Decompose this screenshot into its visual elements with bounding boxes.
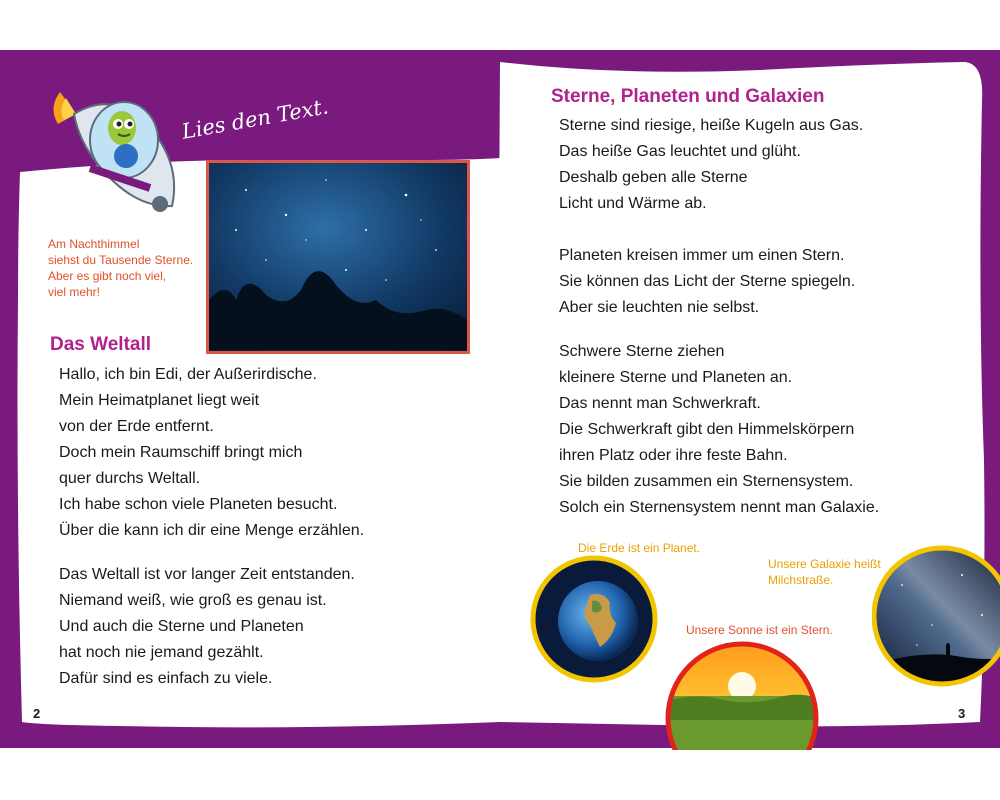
photo-caption-line: Aber es gibt noch viel, [48, 269, 167, 283]
text-line: Schwere Sterne ziehen [559, 343, 725, 360]
earth-caption: Die Erde ist ein Planet. [578, 541, 701, 555]
galaxy-caption-line: Milchstraße. [768, 573, 834, 587]
left-page-text [59, 362, 364, 692]
text-line: Deshalb geben alle Sterne [559, 169, 748, 186]
alien-rocket-illustration [40, 78, 190, 218]
photo-caption-line: siehst du Tausende Sterne. [48, 253, 194, 267]
text-line: quer durchs Weltall. [59, 470, 201, 487]
text-line: Solch ein Sternensystem nennt man Galaxie. [559, 499, 880, 516]
night-sky-photo [206, 160, 470, 354]
text-line: kleinere Sterne und Planeten an. [559, 369, 793, 386]
text-line: Über die kann ich dir eine Menge erzählen. [59, 522, 365, 539]
text-line: Niemand weiß, wie groß es genau ist. [59, 592, 327, 609]
earth-photo [530, 555, 658, 683]
text-line: Mein Heimatplanet liegt weit [59, 392, 260, 409]
photo-caption-line: viel mehr! [48, 285, 101, 299]
text-line: Aber sie leuchten nie selbst. [559, 299, 760, 316]
sun-photo [664, 640, 820, 750]
galaxy-caption [768, 556, 881, 588]
milky-way-photo [872, 545, 1000, 687]
text-line: Sie bilden zusammen ein Sternensystem. [559, 473, 854, 490]
photo-caption [48, 236, 193, 300]
text-line: Das nennt man Schwerkraft. [559, 395, 761, 412]
page-number-left: 2 [33, 706, 41, 721]
photo-caption-line: Am Nachthimmel [48, 237, 140, 251]
text-line: Hallo, ich bin Edi, der Außerirdische. [59, 366, 317, 383]
text-line: Ich habe schon viele Planeten besucht. [59, 496, 338, 513]
text-line: Doch mein Raumschiff bringt mich [59, 444, 303, 461]
text-line: Das heiße Gas leuchtet und glüht. [559, 143, 801, 160]
sun-caption: Unsere Sonne ist ein Stern. [686, 623, 833, 637]
paragraph-gap [559, 217, 879, 243]
text-line: Sterne sind riesige, heiße Kugeln aus Gas. [559, 117, 864, 134]
text-line: Sie können das Licht der Sterne spiegeln. [559, 273, 856, 290]
text-line: Licht und Wärme ab. [559, 195, 707, 212]
text-line: Und auch die Sterne und Planeten [59, 618, 304, 635]
paragraph-gap [559, 321, 879, 339]
text-line: Das Weltall ist vor langer Zeit entstanden. [59, 566, 355, 583]
text-line: Die Schwerkraft gibt den Himmelskörpern [559, 421, 855, 438]
right-page-text [559, 113, 879, 521]
text-line: hat noch nie jemand gezählt. [59, 644, 264, 661]
text-line: ihren Platz oder ihre feste Bahn. [559, 447, 788, 464]
text-line: Planeten kreisen immer um einen Stern. [559, 247, 845, 264]
right-page-heading: Sterne, Planeten und Galaxien [551, 86, 825, 107]
text-line: Dafür sind es einfach zu viele. [59, 670, 273, 687]
instruction-text: Lies den Text. [179, 94, 331, 144]
galaxy-caption-line: Unsere Galaxie heißt [768, 557, 881, 571]
left-page-heading: Das Weltall [50, 334, 152, 355]
page-number-right: 3 [958, 706, 966, 721]
paragraph-gap [59, 544, 364, 562]
text-line: von der Erde entfernt. [59, 418, 214, 435]
